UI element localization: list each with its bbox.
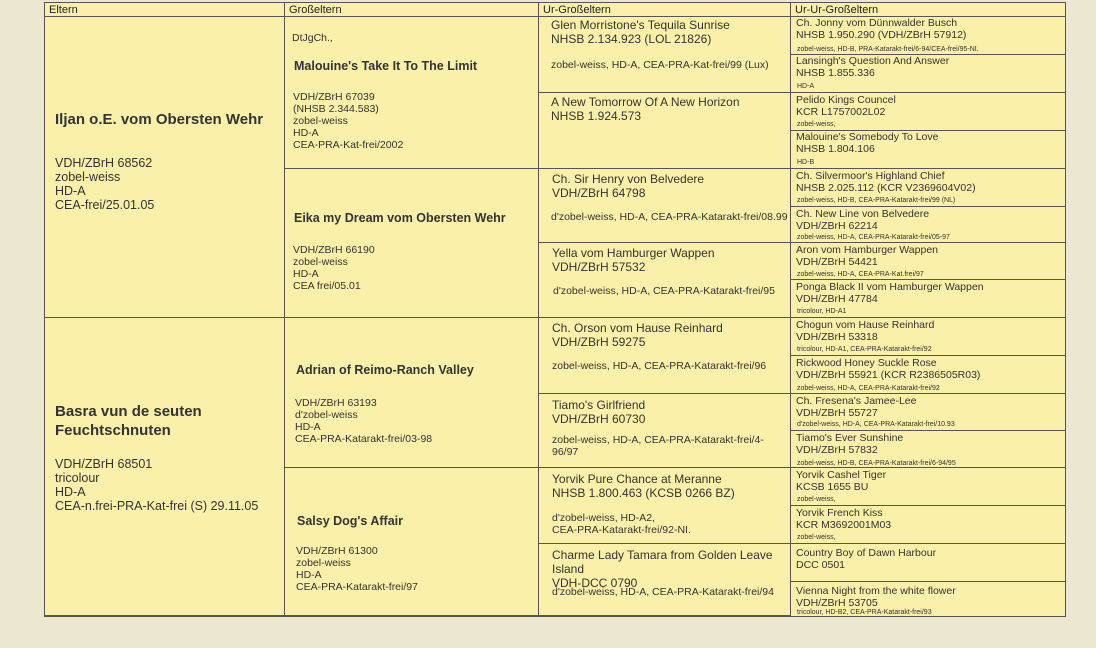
ggg-info: zobel-weiss, <box>797 121 836 128</box>
great-great-grandparent-14 <box>791 506 1065 544</box>
ggg-name: Malouine's Somebody To Love NHSB 1.804.106 <box>796 131 939 155</box>
great-grandparent-info: d'zobel-weiss, HD-A2, CEA-PRA-Katarakt-frei/92-NI. <box>552 512 691 536</box>
grandparent-info: VDH/ZBrH 67039 (NHSB 2.344.583) zobel-weiss HD-A CEA-PRA-Kat-frei/2002 <box>293 91 404 151</box>
ggg-name: Chogun vom Hause Reinhard VDH/ZBrH 53318 <box>796 319 935 343</box>
great-grandparent-info: zobel-weiss, HD-A, CEA-PRA-Kat-frei/99 (Lux) <box>551 59 769 71</box>
great-great-grandparent-7 <box>791 243 1065 280</box>
grandparent-info: VDH/ZBrH 63193 d'zobel-weiss HD-A CEA-PRA-Katarakt-frei/03-98 <box>295 397 433 445</box>
ggg-name: Ch. Fresena's Jamee-Lee VDH/ZBrH 55727 <box>796 395 917 419</box>
great-great-grandparent-16 <box>791 582 1065 616</box>
ggg-name: Ponga Black II vom Hamburger Wappen VDH/ZBrH 47784 <box>796 281 984 305</box>
great-grandparent-name: Yorvik Pure Chance at Meranne NHSB 1.800.463 (KCSB 0266 BZ) <box>552 472 735 500</box>
ggg-name: Ch. Silvermoor's Highland Chief NHSB 2.025.112 (KCR V2369604V02) <box>796 170 976 194</box>
ggg-info: zobel-weiss, HD-B, CEA-PRA-Katarakt-frei/6-94/95 <box>797 460 956 467</box>
great-great-grandparent-8 <box>791 280 1065 318</box>
parent-name: Iljan o.E. vom Obersten Wehr <box>55 111 264 128</box>
ggg-name: Yorvik French Kiss KCR M3692001M03 <box>796 507 892 531</box>
grandparent-title: DtJgCh., <box>292 32 333 44</box>
ggg-info: zobel-weiss, HD-B, CEA-PRA-Katarakt-frei/99 (NL) <box>797 197 956 204</box>
great-grandparent-8 <box>539 544 791 616</box>
ggg-info: tricolour, HD-B2, CEA-PRA-Katarakt-frei/93 <box>797 609 932 616</box>
great-grandparent-6 <box>539 394 791 468</box>
ggg-info: zobel-weiss, HD-A, CEA-PRA-Katarakt-frei/05-97 <box>797 234 950 241</box>
header-grandparents: Großeltern <box>285 3 539 17</box>
great-great-grandparent-2 <box>791 55 1065 93</box>
ggg-info: HD-B <box>797 159 815 166</box>
grandparent-4 <box>285 468 539 616</box>
ggg-info: zobel-weiss, <box>797 496 836 503</box>
ggg-info: tricolour, HD-A1 <box>797 308 847 315</box>
ggg-name: Yorvik Cashel Tiger KCSB 1655 BU <box>796 469 887 493</box>
grandparent-2 <box>285 169 539 318</box>
pedigree-table <box>44 2 1066 617</box>
great-grandparent-4 <box>539 243 791 318</box>
great-grandparent-5 <box>539 318 791 394</box>
great-grandparent-3 <box>539 169 791 243</box>
ggg-info: zobel-weiss, HD-A, CEA-PRA-Katarakt-frei/92 <box>797 385 940 392</box>
grandparent-name: Salsy Dog's Affair <box>297 514 404 528</box>
great-grandparent-7 <box>539 468 791 544</box>
header-parents: Eltern <box>45 3 285 17</box>
grandparent-info: VDH/ZBrH 61300 zobel-weiss HD-A CEA-PRA-Katarakt-frei/97 <box>296 545 418 593</box>
header-great-grandparents: Ur-Großeltern <box>539 3 791 17</box>
header-great-great-grandparents: Ur-Ur-Großeltern <box>791 3 1065 17</box>
ggg-info: d'zobel-weiss, HD-A, CEA-PRA-Katarakt-frei/10.93 <box>797 421 955 428</box>
great-great-grandparent-1 <box>791 17 1065 55</box>
grandparent-1 <box>285 17 539 169</box>
parent-sire <box>45 17 285 318</box>
ggg-name: Lansingh's Question And Answer NHSB 1.855.336 <box>796 55 950 79</box>
ggg-name: Ch. Jonny vom Dünnwalder Busch NHSB 1.950.290 (VDH/ZBrH 57912) <box>796 17 967 41</box>
great-grandparent-info: d'zobel-weiss, HD-A, CEA-PRA-Katarakt-frei/95 <box>553 285 775 297</box>
great-grandparent-name: Ch. Sir Henry von Belvedere VDH/ZBrH 64798 <box>552 172 705 200</box>
ggg-name: Rickwood Honey Suckle Rose VDH/ZBrH 55921 (KCR R2386505R03) <box>796 357 981 381</box>
great-great-grandparent-4 <box>791 131 1065 169</box>
ggg-info: tricolour, HD-A1, CEA-PRA-Katarakt-frei/92 <box>797 346 932 353</box>
great-great-grandparent-11 <box>791 394 1065 431</box>
grandparent-name: Malouine's Take It To The Limit <box>294 59 478 73</box>
great-grandparent-info: zobel-weiss, HD-A, CEA-PRA-Katarakt-frei/4-96/97 <box>552 434 764 458</box>
great-grandparent-1 <box>539 17 791 93</box>
parent-info: VDH/ZBrH 68562 zobel-weiss HD-A CEA-frei/25.01.05 <box>55 156 155 212</box>
great-grandparent-2 <box>539 93 791 169</box>
great-grandparent-name: Ch. Orson vom Hause Reinhard VDH/ZBrH 59275 <box>552 321 723 349</box>
grandparent-info: VDH/ZBrH 66190 zobel-weiss HD-A CEA frei/05.01 <box>293 244 375 292</box>
great-great-grandparent-10 <box>791 356 1065 394</box>
ggg-name: Ch. New Line von Belvedere VDH/ZBrH 62214 <box>796 208 930 232</box>
ggg-name: Vienna Night from the white flower VDH/ZBrH 53705 <box>796 585 956 609</box>
great-grandparent-name: Tiamo's Girlfriend VDH/ZBrH 60730 <box>552 398 646 426</box>
ggg-name: Pelido Kings Councel KCR L1757002L02 <box>796 94 896 118</box>
great-grandparent-info: d'zobel-weiss, HD-A, CEA-PRA-Katarakt-frei/08.99 <box>551 211 788 223</box>
great-grandparent-name: Charme Lady Tamara from Golden Leave Island VDH-DCC 0790 <box>552 548 773 590</box>
grandparent-3 <box>285 318 539 468</box>
ggg-info: HD-A <box>797 83 815 90</box>
great-great-grandparent-13 <box>791 468 1065 506</box>
great-grandparent-name: Yella vom Hamburger Wappen VDH/ZBrH 57532 <box>552 246 715 274</box>
ggg-info: zobel-weiss, <box>797 534 836 541</box>
great-great-grandparent-3 <box>791 93 1065 131</box>
great-great-grandparent-5 <box>791 169 1065 207</box>
great-great-grandparent-6 <box>791 207 1065 243</box>
ggg-info: zobel-weiss, HD-A, CEA-PRA-Kat.frei/97 <box>797 271 924 278</box>
ggg-info: zobel-weiss, HD-B, PRA-Katarakt-frei/6-94/CEA-frei/95-NI. <box>797 46 979 53</box>
great-great-grandparent-9 <box>791 318 1065 356</box>
great-grandparent-info: d'zobel-weiss, HD-A, CEA-PRA-Katarakt-frei/94 <box>552 586 774 598</box>
great-great-grandparent-12 <box>791 431 1065 468</box>
great-grandparent-info: zobel-weiss, HD-A, CEA-PRA-Katarakt-frei/96 <box>552 360 767 372</box>
ggg-name: Aron vom Hamburger Wappen VDH/ZBrH 54421 <box>796 244 939 268</box>
grandparent-name: Adrian of Reimo-Ranch Valley <box>296 363 474 377</box>
great-grandparent-name: A New Tomorrow Of A New Horizon NHSB 1.924.573 <box>551 95 740 123</box>
ggg-name: Country Boy of Dawn Harbour DCC 0501 <box>796 547 937 571</box>
parent-dam <box>45 318 285 616</box>
great-great-grandparent-15 <box>791 544 1065 582</box>
grandparent-name: Eika my Dream vom Obersten Wehr <box>294 211 506 225</box>
ggg-name: Tiamo's Ever Sunshine VDH/ZBrH 57832 <box>796 432 904 456</box>
parent-info: VDH/ZBrH 68501 tricolour HD-A CEA-n.frei-PRA-Kat-frei (S) 29.11.05 <box>55 457 259 513</box>
great-grandparent-name: Glen Morristone's Tequila Sunrise NHSB 2.134.923 (LOL 21826) <box>551 18 730 46</box>
parent-name: Basra vun de seuten Feuchtschnuten <box>55 403 202 439</box>
